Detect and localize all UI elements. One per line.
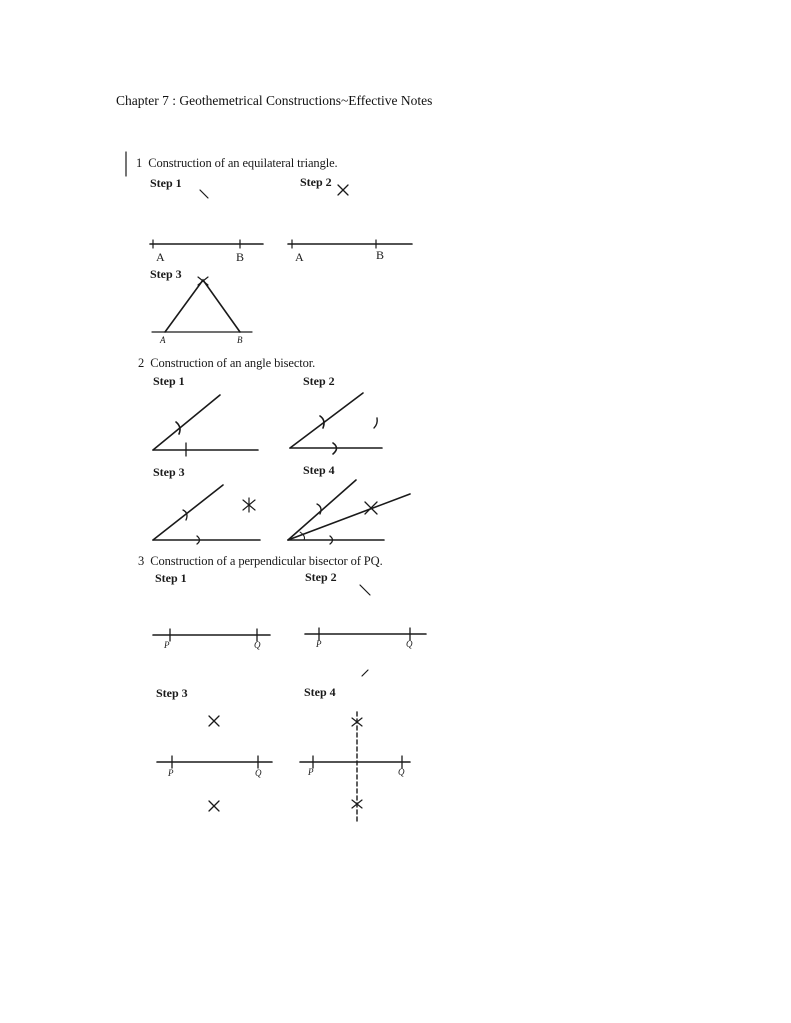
section-2-step-3: Step 3	[153, 465, 185, 479]
section-3-step-3: Step 3	[156, 686, 188, 700]
point-label-p: P	[168, 768, 174, 778]
point-label-p: P	[164, 640, 170, 650]
section-2-step-1: Step 1	[153, 374, 185, 388]
scanned-figure	[120, 140, 450, 830]
eq-step1-arc	[200, 190, 208, 198]
construction-drawings	[120, 140, 450, 830]
section-1-step-1: Step 1	[150, 176, 182, 190]
section-1-step-2: Step 2	[300, 175, 332, 189]
eq-step2-arcs	[338, 185, 348, 195]
point-label-q: Q	[398, 767, 405, 777]
bisector-step4-ray2	[288, 480, 356, 540]
point-label-a: A	[160, 335, 166, 345]
point-label-q: Q	[254, 640, 261, 650]
section-2-step-2: Step 2	[303, 374, 335, 388]
point-label-p: P	[308, 767, 314, 777]
section-3-step-2: Step 2	[305, 570, 337, 584]
section-2-step-4: Step 4	[303, 463, 335, 477]
bisector-step1-ray2	[153, 395, 220, 450]
bisector-step2-ray2	[290, 393, 363, 448]
section-3-heading: 3 Construction of a perpendicular bisector of PQ.	[138, 554, 383, 568]
section-3-step-4: Step 4	[304, 685, 336, 699]
point-label-q: Q	[255, 768, 262, 778]
bisector-step3-ray2	[153, 485, 223, 540]
point-label-b: B	[237, 335, 243, 345]
point-label-q: Q	[406, 639, 413, 649]
section-1-heading: 1 Construction of an equilateral triangle.	[136, 156, 338, 170]
point-label-p: P	[316, 639, 322, 649]
point-label-b: B	[236, 250, 245, 264]
page-header: Chapter 7 : Geothemetrical Constructions~Effective Notes	[116, 93, 433, 108]
section-2-heading: 2 Construction of an angle bisector.	[138, 356, 316, 370]
point-label-b: B	[376, 248, 385, 262]
section-1-step-3: Step 3	[150, 267, 182, 281]
section-3-step-1: Step 1	[155, 571, 187, 585]
eq-step3-triangle	[165, 280, 240, 332]
point-label-a: A	[156, 250, 165, 264]
bisector-step4-bisector	[288, 494, 410, 540]
point-label-a: A	[295, 250, 304, 264]
